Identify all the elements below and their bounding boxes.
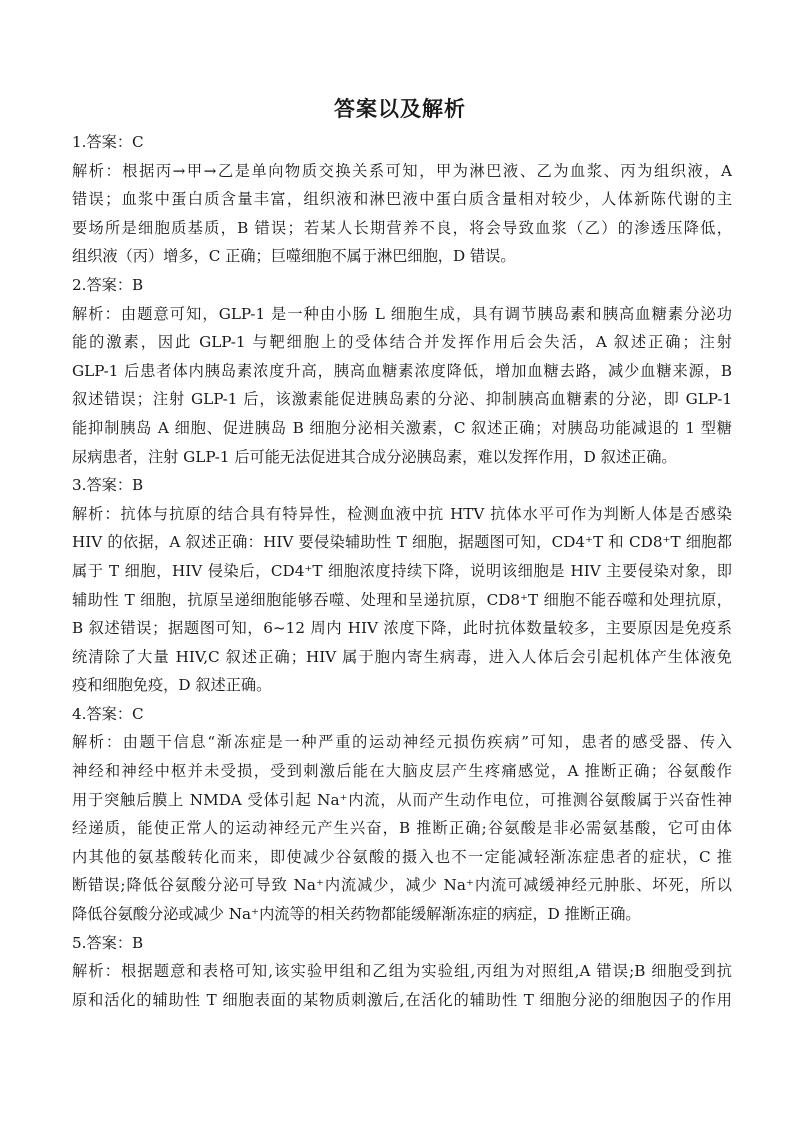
explanation-line: 内其他的氨基酸转化而来，即使减少谷氨酸的摄入也不一定能减轻渐冻症患者的症状，C 推	[72, 847, 732, 866]
explanation-line: 辅助性 T 细胞，抗原呈递细胞能够吞噬、处理和呈递抗原，CD8⁺T 细胞不能吞噬和处理抗原，	[72, 590, 732, 609]
explanation-line: 错误；血浆中蛋白质含量丰富，组织液和淋巴液中蛋白质含量相对较少，人体新陈代谢的主	[72, 190, 732, 209]
explanation-line: GLP-1 后患者体内胰岛素浓度升高，胰高血糖素浓度降低，增加血糖去路，减少血糖来源，B	[72, 361, 732, 380]
answer-heading: 5.答案：B	[72, 933, 144, 952]
explanation-line: 断错误;降低谷氨酸分泌可导致 Na⁺内流减少，减少 Na⁺内流可减缓神经元肿胀、坏死，所以	[72, 876, 732, 895]
answer-text	[72, 128, 732, 1014]
answer-heading: 1.答案：C	[72, 133, 144, 151]
answer-heading: 2.答案：B	[72, 275, 144, 294]
explanation-line: 解析：抗体与抗原的结合具有特异性，检测血液中抗 HTV 抗体水平可作为判断人体是否感染	[72, 504, 732, 523]
explanation-line: 要场所是细胞质基质，B 错误；若某人长期营养不良，将会导致血浆（乙）的渗透压降低，	[72, 218, 732, 237]
explanation-line: 降低谷氨酸分泌或减少 Na⁺内流等的相关药物都能缓解渐冻症的病症，D 推断正确。	[72, 905, 641, 924]
explanation-line: 疫和细胞免疫，D 叙述正确。	[72, 676, 272, 695]
explanation-line: 统清除了大量 HIV,C 叙述正确；HIV 属于胞内寄生病毒，进入人体后会引起机体产生体液免	[72, 647, 732, 666]
explanation-line: 原和活化的辅助性 T 细胞表面的某物质刺激后,在活化的辅助性 T 细胞分泌的细胞因子的作用	[72, 990, 732, 1009]
explanation-line: 用于突触后膜上 NMDA 受体引起 Na⁺内流，从而产生动作电位，可推测谷氨酸属于兴奋性神	[72, 790, 732, 809]
explanation-line: 叙述错误；注射 GLP-1 后，该激素能促进胰岛素的分泌、抑制胰高血糖素的分泌，即 GLP-1	[72, 390, 732, 409]
explanation-line: 解析：根据题意和表格可知,该实验甲组和乙组为实验组,丙组为对照组,A 错误;B 细胞受到抗	[72, 962, 732, 981]
explanation-line: 属于 T 细胞，HIV 侵染后，CD4⁺T 细胞浓度持续下降，说明该细胞是 HIV 主要侵染对象，即	[72, 561, 732, 580]
explanation-line: 经递质，能使正常人的运动神经元产生兴奋，B 推断正确;谷氨酸是非必需氨基酸，它可由体	[72, 819, 732, 838]
explanation-line: 解析：由题干信息“渐冻症是一种严重的运动神经元损伤疾病”可知，患者的感受器、传入	[72, 733, 732, 752]
explanation-line: 解析：根据丙→甲→乙是单向物质交换关系可知，甲为淋巴液、乙为血浆、丙为组织液，A	[72, 161, 732, 180]
explanation-line: 尿病患者，注射 GLP-1 后可能无法促进其合成分泌胰岛素，难以发挥作用，D 叙述正确。	[72, 447, 677, 466]
explanation-line: 能的激素，因此 GLP-1 与靶细胞上的受体结合并发挥作用后会失活，A 叙述正确；注射	[72, 333, 732, 352]
answer-heading: 4.答案：C	[72, 704, 144, 723]
explanation-line: 能抑制胰岛 A 细胞、促进胰岛 B 细胞分泌相关激素，C 叙述正确；对胰岛功能减退的 1 型糖	[72, 418, 732, 437]
explanation-line: 神经和神经中枢并未受损，受到刺激后能在大脑皮层产生疼痛感觉，A 推断正确；谷氨酸作	[72, 762, 732, 781]
explanation-line: 解析：由题意可知，GLP-1 是一种由小肠 L 细胞生成，具有调节胰岛素和胰高血糖素分泌功	[72, 304, 732, 323]
answer-heading: 3.答案：B	[72, 476, 144, 495]
explanation-line: 组织液（丙）增多，C 正确；巨噬细胞不属于淋巴细胞，D 错误。	[72, 247, 516, 266]
explanation-line: B 叙述错误；据题图可知，6~12 周内 HIV 浓度下降，此时抗体数量较多，主要原因是免疫系	[72, 619, 732, 638]
explanation-line: HIV 的依据，A 叙述正确：HIV 要侵染辅助性 T 细胞，据题图可知，CD4⁺T 和 CD8⁺T 细胞都	[72, 533, 732, 552]
page-title: 答案以及解析	[334, 97, 466, 121]
